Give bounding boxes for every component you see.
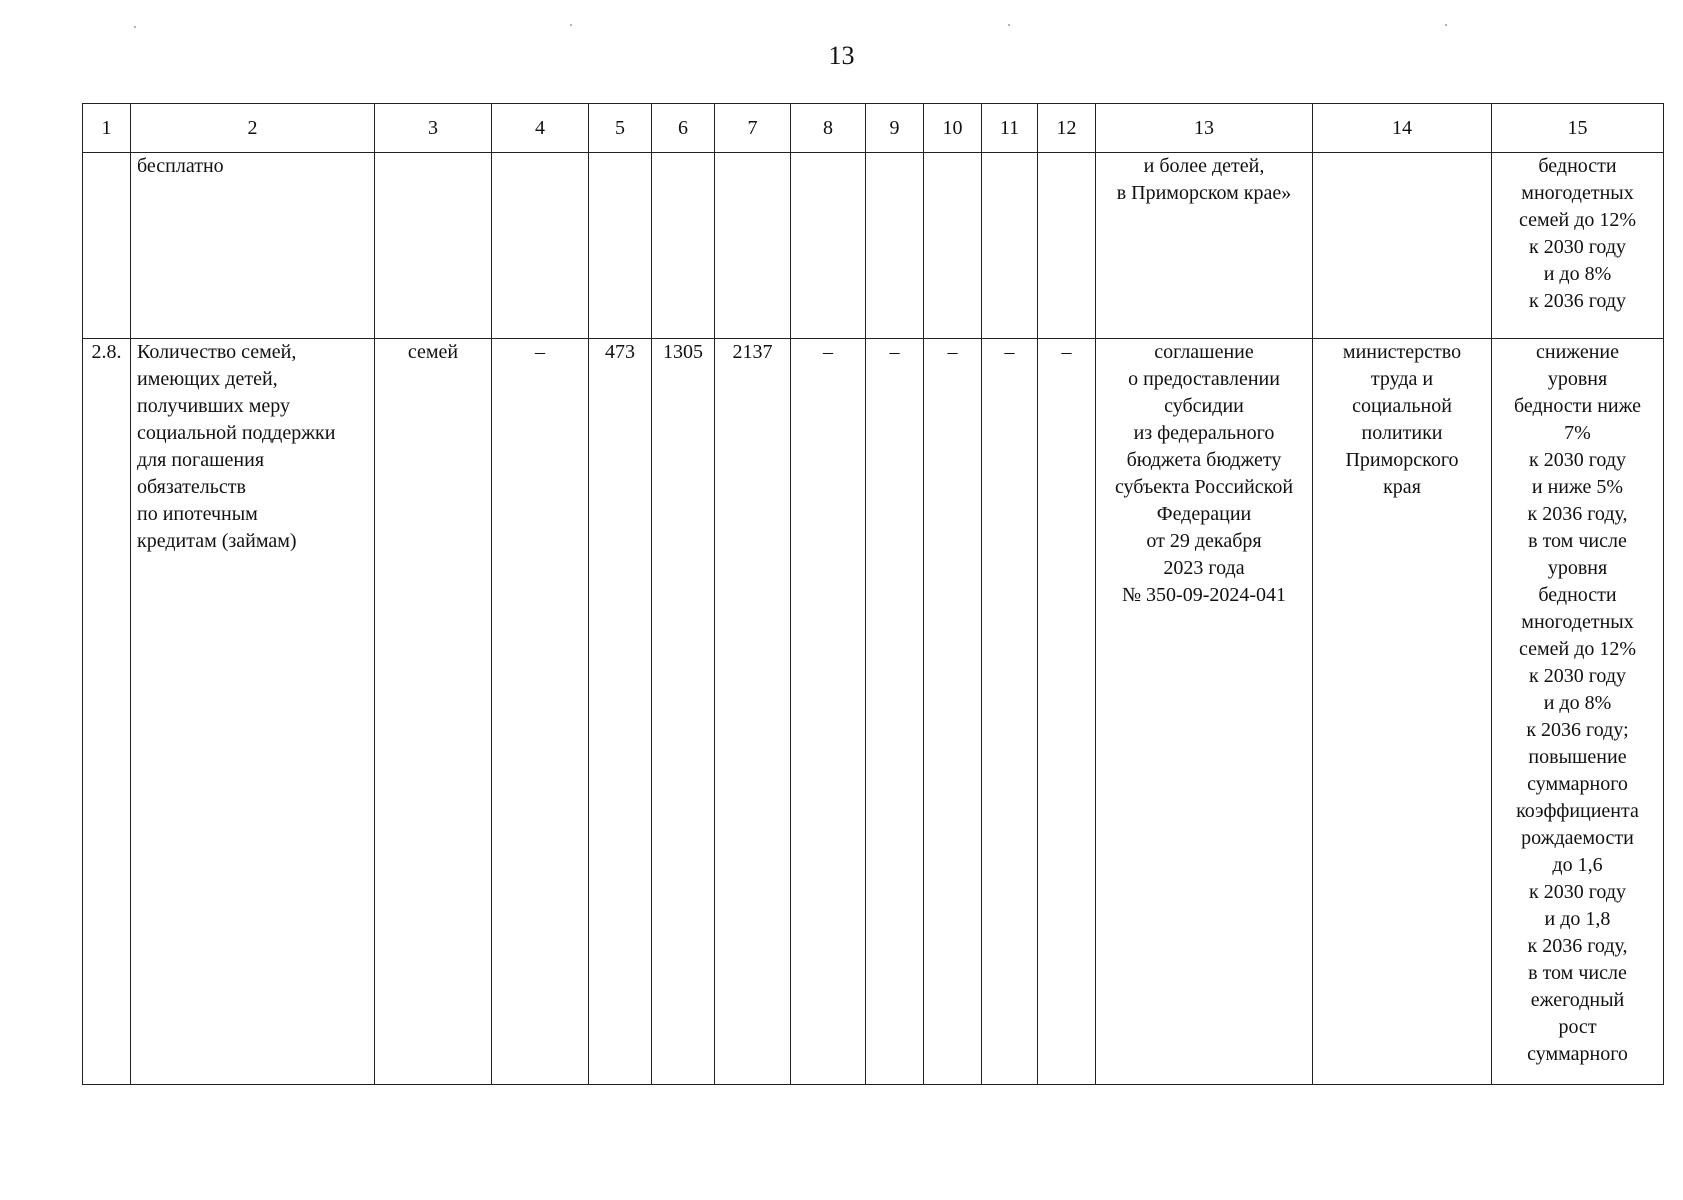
indicator-name-text: Количество семей, имеющих детей, получивших меру социальной поддержки для погашения обязательств по ипотечным кредитам (займам): [137, 341, 336, 552]
table-cell: [715, 153, 791, 339]
column-header: 11: [982, 104, 1038, 153]
table-cell: [589, 153, 652, 339]
table-cell: [652, 153, 715, 339]
column-header: 9: [866, 104, 924, 153]
value-cell-12: –: [1038, 339, 1096, 1085]
value-cell-8: –: [791, 339, 866, 1085]
continuation-basis-text: и более детей, в Приморском крае»: [1116, 155, 1292, 204]
table-cell: [1038, 153, 1096, 339]
column-number-row: [83, 104, 1664, 153]
result-text: снижение уровня бедности ниже 7% к 2030 году и ниже 5% к 2036 году, в том числе уровня бедности многодетных семей до 12% к 2030 году и до 8% к 2036 году; повышение суммарного коэффициента рождаемости до 1,6 к 2030 году и до 1,8 к 2036 году, в том числе ежегодный рост суммарного: [1513, 341, 1642, 1065]
unit-cell: семей: [375, 339, 492, 1085]
column-header: 6: [652, 104, 715, 153]
indicators-table: [82, 103, 1664, 1085]
table-cell: [492, 153, 589, 339]
column-header: 1: [83, 104, 131, 153]
scan-speck: [1445, 24, 1447, 26]
column-header: 7: [715, 104, 791, 153]
responsible-text: министерство труда и социальной политики Приморского края: [1342, 341, 1462, 498]
column-header: 12: [1038, 104, 1096, 153]
value-cell-9: –: [866, 339, 924, 1085]
column-header: 8: [791, 104, 866, 153]
table-cell: [83, 153, 131, 339]
table-cell: [131, 153, 375, 339]
value-cell-7: 2137: [715, 339, 791, 1085]
value-cell-10: –: [924, 339, 982, 1085]
value-cell-4: –: [492, 339, 589, 1085]
result-cell: [1492, 339, 1664, 1085]
continuation-name-text: бесплатно: [137, 155, 224, 177]
column-header: 13: [1096, 104, 1313, 153]
table-row-continuation: [83, 153, 1664, 339]
table-cell: [982, 153, 1038, 339]
table-row-2-8: [83, 339, 1664, 1085]
table-cell: [924, 153, 982, 339]
scan-speck: [1008, 24, 1010, 26]
column-header: 4: [492, 104, 589, 153]
value-cell-5: 473: [589, 339, 652, 1085]
row-number-cell: 2.8.: [83, 339, 131, 1085]
value-cell-11: –: [982, 339, 1038, 1085]
table-cell: [375, 153, 492, 339]
responsible-cell: [1313, 339, 1492, 1085]
indicator-name-cell: [131, 339, 375, 1085]
basis-text: соглашение о предоставлении субсидии из федерального бюджета бюджету субъекта Российской Федерации от 29 декабря 2023 года № 350-09-2024-041: [1114, 341, 1294, 606]
table-cell: [866, 153, 924, 339]
column-header: 10: [924, 104, 982, 153]
table-cell: [1313, 153, 1492, 339]
column-header: 15: [1492, 104, 1664, 153]
value-cell-6: 1305: [652, 339, 715, 1085]
table-cell: [1096, 153, 1313, 339]
table-cell: [1492, 153, 1664, 339]
column-header: 3: [375, 104, 492, 153]
table-cell: [791, 153, 866, 339]
scan-speck: [134, 26, 136, 28]
column-header: 2: [131, 104, 375, 153]
basis-cell: [1096, 339, 1313, 1085]
page-number: 13: [828, 41, 855, 70]
column-header: 14: [1313, 104, 1492, 153]
column-header: 5: [589, 104, 652, 153]
scan-speck: [570, 24, 572, 26]
continuation-result-text: бедности многодетных семей до 12% к 2030 году и до 8% к 2036 году: [1518, 155, 1637, 312]
